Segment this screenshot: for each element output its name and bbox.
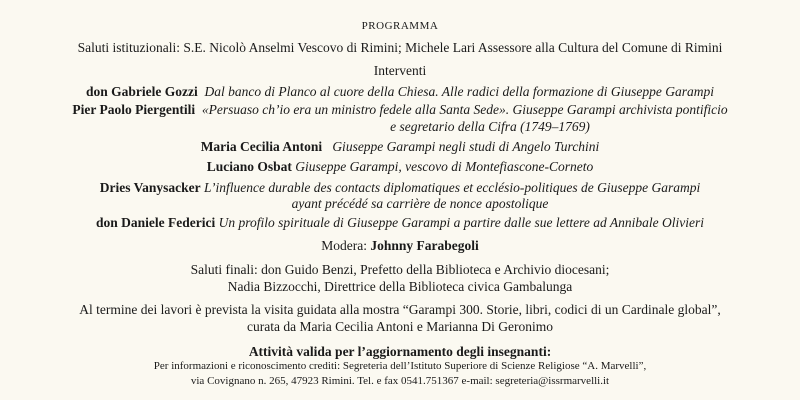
- talk-title: Giuseppe Garampi negli studi di Angelo Turchini: [332, 139, 600, 154]
- speaker-entry: [0, 139, 800, 155]
- speaker-entry: [0, 180, 800, 196]
- talk-title: «Persuaso ch’io era un ministro fedele alla Santa Sede». Giuseppe Garampi archivista pontificio: [201, 102, 728, 117]
- speaker-name: Pier Paolo Piergentili: [72, 102, 196, 117]
- speaker-name: Dries Vanysacker: [99, 180, 201, 195]
- final-greetings-line-2: Nadia Bizzocchi, Direttrice della Biblioteca civica Gambalunga: [227, 279, 573, 294]
- speaker-entry: [0, 215, 800, 231]
- speaker-name: Luciano Osbat: [206, 159, 292, 174]
- talk-title: Dal banco di Planco al cuore della Chiesa. Alle radici della formazione di Giuseppe Garampi: [204, 84, 715, 99]
- talk-title-continuation: ayant précédé sa carrière de nonce apostolique: [291, 196, 549, 211]
- talk-title-continuation: e segretario della Cifra (1749–1769): [390, 119, 590, 134]
- guided-visit-line-1: Al termine dei lavori è prevista la visita guidata alla mostra “Garampi 300. Storie, libri, codici di un Cardinale global”,: [79, 302, 721, 317]
- speaker-name: don Daniele Federici: [96, 215, 216, 230]
- speaker-name: don Gabriele Gozzi: [85, 84, 198, 99]
- moderator-label: Modera:: [321, 238, 367, 253]
- talk-title: Un profilo spirituale di Giuseppe Garampi a partire dalle sue lettere ad Annibale Olivieri: [218, 215, 704, 230]
- contact-info-line-2: via Covignano n. 265, 47923 Rimini. Tel. e fax 0541.751367 e-mail: segreteria@issrmarvelli.it: [190, 375, 610, 387]
- contact-info-line-1: Per informazioni e riconoscimento crediti: Segreteria dell’Istituto Superiore di Scienze Religiose “A. Marvelli”,: [153, 360, 647, 372]
- moderator-name: Johnny Farabegoli: [370, 238, 479, 253]
- institutional-greetings: Saluti istituzionali: S.E. Nicolò Anselmi Vescovo di Rimini; Michele Lari Assessore alla Cultura del Comune di Rimini: [77, 40, 723, 55]
- talk-title: L’influence durable des contacts diplomatiques et ecclésio-politiques de Giuseppe Garampi: [203, 180, 701, 195]
- teacher-credit-notice: Attività valida per l’aggiornamento degli insegnanti:: [248, 344, 552, 359]
- final-greetings-line-1: Saluti finali: don Guido Benzi, Prefetto della Biblioteca e Archivio diocesani;: [190, 262, 610, 277]
- programme-heading: PROGRAMMA: [361, 20, 439, 32]
- speaker-entry: [0, 84, 800, 100]
- speaker-entry: [0, 159, 800, 175]
- speaker-name: Maria Cecilia Antoni: [200, 139, 323, 154]
- interventi-label: Interventi: [373, 63, 427, 78]
- speaker-entry: [0, 102, 800, 118]
- guided-visit-line-2: curata da Maria Cecilia Antoni e Marianna Di Geronimo: [247, 319, 553, 334]
- moderator: [0, 238, 800, 254]
- talk-title: Giuseppe Garampi, vescovo di Montefiascone-Corneto: [295, 159, 594, 174]
